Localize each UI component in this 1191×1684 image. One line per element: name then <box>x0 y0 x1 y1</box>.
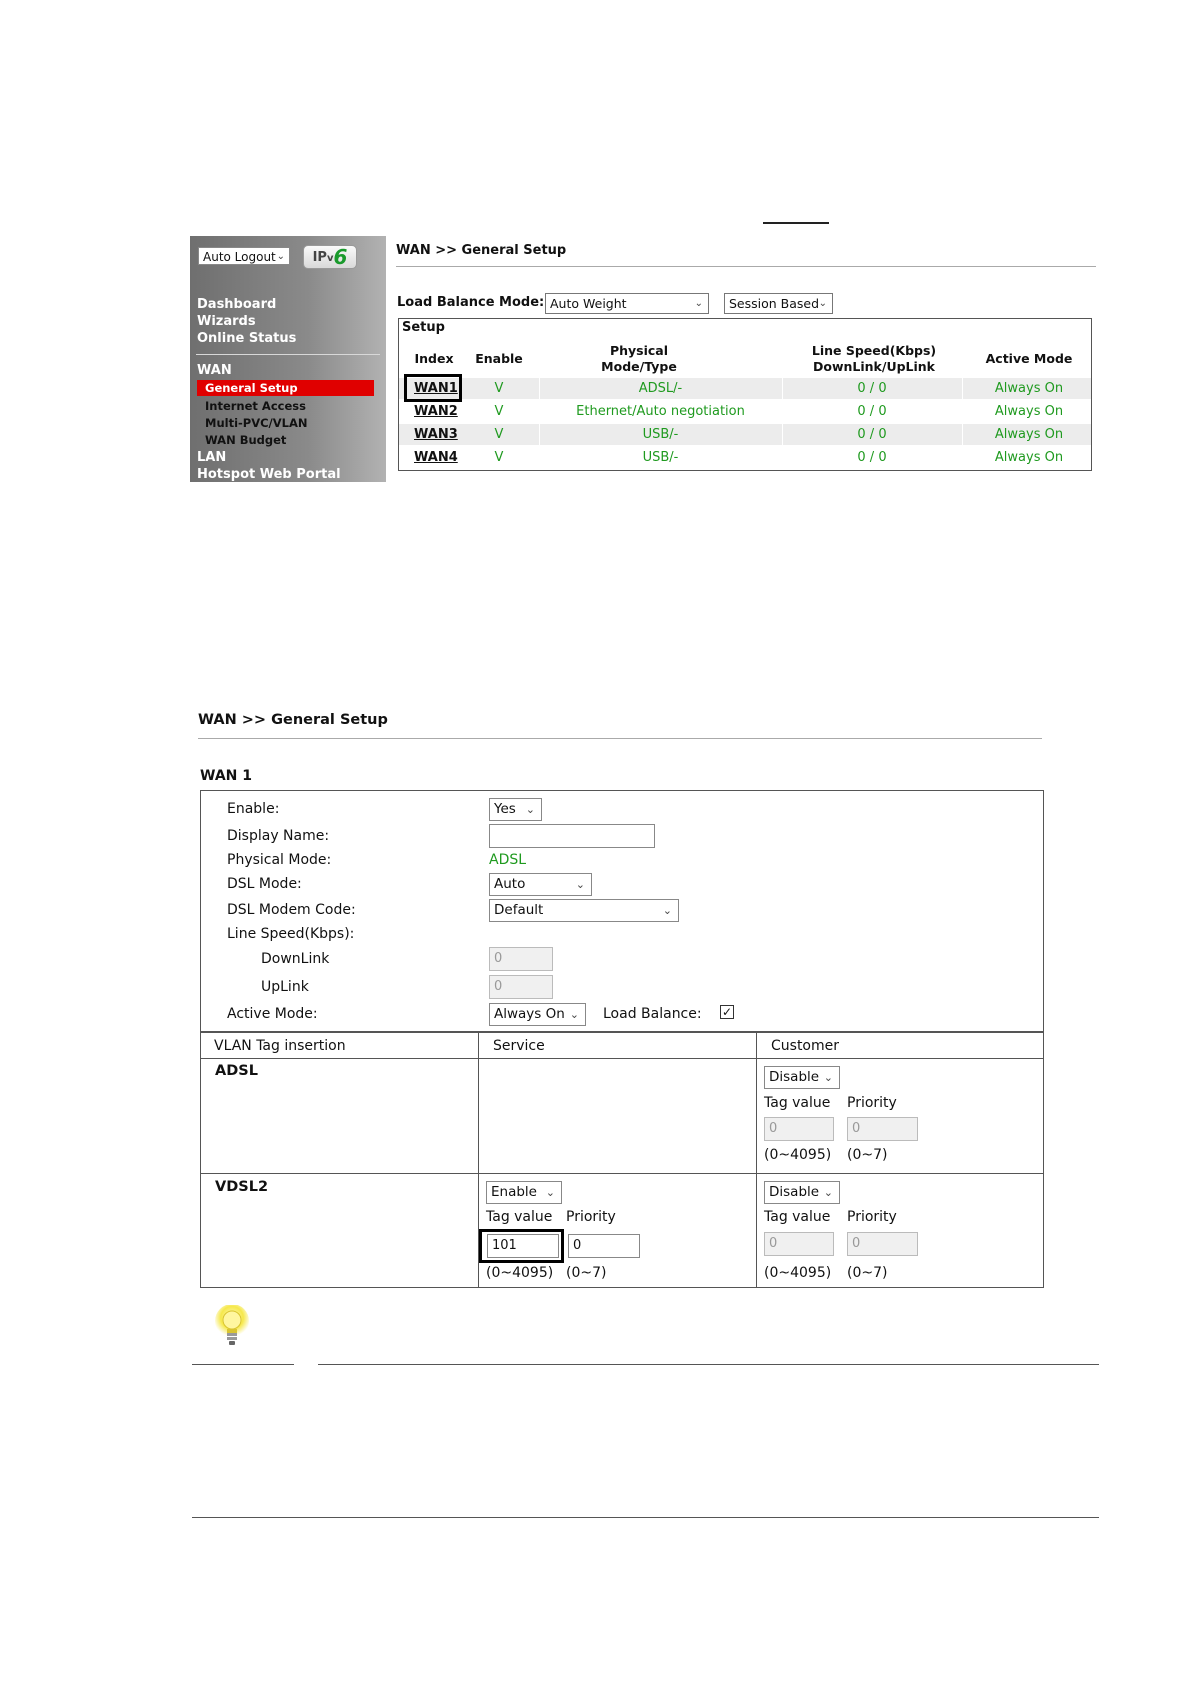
enable-select[interactable]: Yes ⌄ <box>489 798 542 821</box>
dsl-mode-select[interactable]: Auto ⌄ <box>489 873 592 896</box>
header-physical: Physical Mode/Type <box>601 343 677 374</box>
table-cell-mode: USB/- <box>642 450 679 465</box>
enable-label: Enable: <box>227 801 280 817</box>
adsl-customer-tag-range: (0~4095) <box>764 1147 832 1163</box>
breadcrumb-rule <box>396 266 1096 267</box>
table-cell-active: Always On <box>994 404 1064 419</box>
load-balance-label: Load Balance Mode: <box>397 295 545 310</box>
table-cell-mode: Ethernet/Auto negotiation <box>576 404 745 419</box>
vdsl2-customer-select[interactable]: Disable ⌄ <box>764 1181 840 1204</box>
display-name-label: Display Name: <box>227 828 330 844</box>
decorative-rule <box>763 222 829 224</box>
vdsl2-service-priority-range: (0~7) <box>566 1265 607 1281</box>
downlink-label: DownLink <box>261 951 330 967</box>
table-cell-enable: V <box>494 427 504 442</box>
load-balance-type-select[interactable]: Session Based ⌄ <box>724 293 833 314</box>
sidebar-item-lan[interactable]: LAN <box>197 450 227 465</box>
uplink-input[interactable]: 0 <box>489 975 553 999</box>
sidebar-divider <box>196 354 380 355</box>
vdsl2-service-priority-input[interactable]: 0 <box>568 1234 640 1258</box>
load-balance-checkbox[interactable]: ✓ <box>721 1005 733 1019</box>
load-balance-label: Load Balance: <box>603 1006 702 1022</box>
chevron-down-icon: ⌄ <box>545 1186 555 1199</box>
chevron-down-icon: ⌄ <box>525 803 535 816</box>
table-cell-enable: V <box>494 381 504 396</box>
active-mode-select[interactable]: Always On ⌄ <box>489 1003 586 1026</box>
sidebar-item-multi-pvc-vlan[interactable]: Multi-PVC/VLAN <box>205 416 308 430</box>
sidebar-item-online-status[interactable]: Online Status <box>197 331 297 346</box>
auto-logout-select[interactable]: Auto Logout ⌄ <box>198 247 290 265</box>
vlan-header-customer: Customer <box>771 1038 840 1054</box>
form-title: WAN 1 <box>200 768 252 784</box>
table-cell-speed: 0 / 0 <box>857 427 887 442</box>
chevron-down-icon: ⌄ <box>823 1071 833 1084</box>
chevron-down-icon: ⌄ <box>662 904 672 917</box>
tip-rule-right <box>318 1364 1099 1365</box>
adsl-customer-priority-range: (0~7) <box>847 1147 888 1163</box>
table-cell-mode: USB/- <box>642 427 679 442</box>
adsl-customer-tag-label: Tag value <box>764 1095 831 1111</box>
form-breadcrumb: WAN >> General Setup <box>198 712 388 728</box>
vdsl2-service-tag-input[interactable]: 101 <box>487 1234 559 1258</box>
sidebar-item-wan-budget[interactable]: WAN Budget <box>205 433 287 447</box>
setup-title: Setup <box>402 320 445 335</box>
adsl-customer-tag-input[interactable]: 0 <box>764 1117 834 1141</box>
adsl-customer-priority-input[interactable]: 0 <box>847 1117 918 1141</box>
wan1-settings-panel <box>200 790 1044 1032</box>
active-mode-label: Active Mode: <box>227 1006 318 1022</box>
sidebar-item-dashboard[interactable]: Dashboard <box>197 297 277 312</box>
vdsl2-customer-tag-input[interactable]: 0 <box>764 1232 834 1256</box>
breadcrumb: WAN >> General Setup <box>396 243 567 258</box>
display-name-input[interactable] <box>489 824 655 848</box>
physical-mode-value: ADSL <box>489 852 527 868</box>
adsl-customer-select[interactable]: Disable ⌄ <box>764 1066 840 1089</box>
chevron-down-icon: ⌄ <box>818 298 827 309</box>
sidebar-item-wan[interactable]: WAN <box>197 363 232 378</box>
header-index: Index <box>414 351 454 366</box>
vdsl2-service-select[interactable]: Enable ⌄ <box>486 1181 562 1204</box>
line-speed-label: Line Speed(Kbps): <box>227 926 355 942</box>
table-cell-speed: 0 / 0 <box>857 381 887 396</box>
vdsl2-customer-priority-range: (0~7) <box>847 1265 888 1281</box>
downlink-input[interactable]: 0 <box>489 947 553 971</box>
table-cell-active: Always On <box>994 381 1064 396</box>
table-cell-speed: 0 / 0 <box>857 450 887 465</box>
adsl-customer-priority-label: Priority <box>847 1095 897 1111</box>
header-active-mode: Active Mode <box>985 351 1073 366</box>
chevron-down-icon: ⌄ <box>823 1186 833 1199</box>
table-cell-enable: V <box>494 450 504 465</box>
sidebar-item-wizards[interactable]: Wizards <box>197 314 256 329</box>
sidebar-item-internet-access[interactable]: Internet Access <box>205 399 306 413</box>
wan3-link[interactable]: WAN3 <box>414 427 458 442</box>
lightbulb-icon <box>214 1305 250 1351</box>
vdsl2-customer-tag-range: (0~4095) <box>764 1265 832 1281</box>
chevron-down-icon: ⌄ <box>694 298 703 309</box>
header-line-speed: Line Speed(Kbps) DownLink/UpLink <box>811 343 937 374</box>
sidebar-item-hotspot-web-portal[interactable]: Hotspot Web Portal <box>197 467 341 482</box>
dsl-mode-label: DSL Mode: <box>227 876 302 892</box>
uplink-label: UpLink <box>261 979 309 995</box>
dsl-modem-code-select[interactable]: Default ⌄ <box>489 899 679 922</box>
ipv6-icon: 6 <box>333 245 348 269</box>
table-cell-active: Always On <box>994 427 1064 442</box>
vlan-header-service: Service <box>493 1038 545 1054</box>
load-balance-mode-select[interactable]: Auto Weight ⌄ <box>545 293 709 314</box>
physical-mode-label: Physical Mode: <box>227 852 332 868</box>
table-cell-mode: ADSL/- <box>638 381 683 396</box>
table-cell-enable: V <box>494 404 504 419</box>
chevron-down-icon: ⌄ <box>575 878 585 891</box>
chevron-down-icon: ⌄ <box>276 251 285 262</box>
vlan-header-tag-insertion: VLAN Tag insertion <box>214 1038 346 1054</box>
header-enable: Enable <box>475 351 523 366</box>
sidebar-item-general-setup[interactable]: General Setup <box>197 380 374 396</box>
vdsl2-service-priority-label: Priority <box>566 1209 616 1225</box>
ipv6-button[interactable]: IPv6 <box>303 245 357 269</box>
vdsl2-service-tag-range: (0~4095) <box>486 1265 554 1281</box>
wan2-link[interactable]: WAN2 <box>414 404 458 419</box>
sidebar <box>190 236 386 482</box>
dsl-modem-code-label: DSL Modem Code: <box>227 902 356 918</box>
vdsl2-service-tag-label: Tag value <box>486 1209 553 1225</box>
vdsl2-customer-priority-label: Priority <box>847 1209 897 1225</box>
chevron-down-icon: ⌄ <box>569 1008 579 1021</box>
vdsl2-customer-tag-label: Tag value <box>764 1209 831 1225</box>
table-cell-speed: 0 / 0 <box>857 404 887 419</box>
wan1-link[interactable]: WAN1 <box>414 381 458 396</box>
vlan-table <box>200 1032 1044 1288</box>
tip-rule-left <box>192 1364 294 1365</box>
setup-table <box>398 318 1092 471</box>
vdsl2-label: VDSL2 <box>215 1179 269 1195</box>
table-cell-active: Always On <box>994 450 1064 465</box>
adsl-label: ADSL <box>215 1063 258 1079</box>
form-breadcrumb-rule <box>198 738 1042 739</box>
wan4-link[interactable]: WAN4 <box>414 450 458 465</box>
tip-rule-bottom <box>192 1517 1099 1518</box>
vdsl2-customer-priority-input[interactable]: 0 <box>847 1232 918 1256</box>
